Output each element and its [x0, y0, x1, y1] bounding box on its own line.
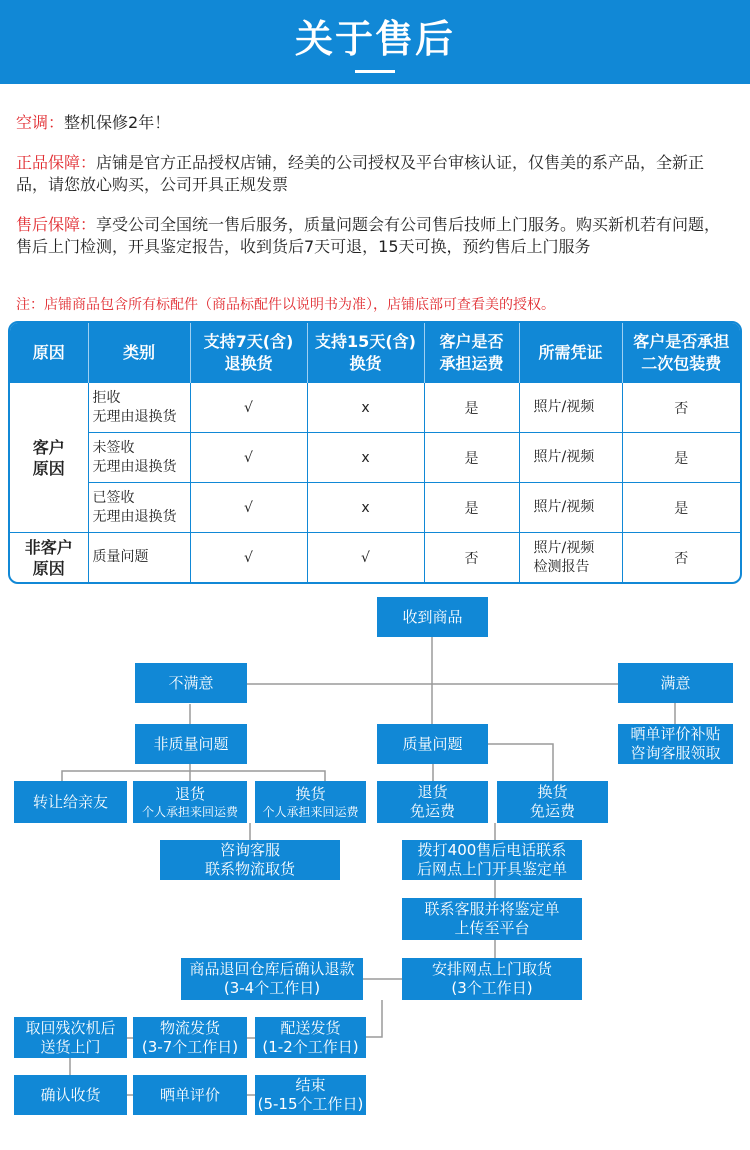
col-header-packaging: 客户是否承担 二次包装费: [622, 323, 740, 383]
flow-confirm: 确认收货: [14, 1075, 127, 1115]
seven-day-cell: √: [190, 533, 307, 583]
freight-cell: 是: [424, 383, 519, 433]
reason-cell: 非客户 原因: [10, 533, 88, 583]
category-cell: 质量问题: [88, 533, 190, 583]
return-policy-table: [10, 323, 740, 582]
flow-end: 结束 (5-15个工作日): [255, 1075, 366, 1115]
fifteen-day-cell: x: [307, 483, 424, 533]
flow-pickup: 安排网点上门取货 (3个工作日): [402, 958, 582, 1000]
after-sales-paragraph: [16, 214, 736, 258]
flow-satisfied: 满意: [618, 663, 733, 703]
paragraph-label: 空调：: [16, 113, 65, 132]
page-title: 关于售后: [294, 17, 455, 61]
proof-cell: 照片/视频: [519, 483, 622, 533]
seven-day-cell: √: [190, 483, 307, 533]
flow-transfer: 转让给亲友: [14, 781, 127, 823]
flow-refund: 商品退回仓库后确认退款 (3-4个工作日): [181, 958, 363, 1000]
proof-cell: 照片/视频: [519, 383, 622, 433]
fifteen-day-cell: x: [307, 383, 424, 433]
flow-unsatisfied: 不满意: [135, 663, 247, 703]
paragraph-label: 售后保障：: [16, 215, 97, 234]
table-header-row: [10, 323, 740, 383]
seven-day-cell: √: [190, 383, 307, 433]
seven-day-cell: √: [190, 433, 307, 483]
flow-review: 晒单评价: [133, 1075, 247, 1115]
col-header-7-day: 支持7天(含) 退换货: [190, 323, 307, 383]
flow-consult: 咨询客服 联系物流取货: [160, 840, 340, 880]
freight-cell: 是: [424, 483, 519, 533]
ac-warranty-paragraph: [16, 112, 736, 134]
reason-cell: 客户 原因: [10, 383, 88, 533]
category-cell: 未签收 无理由退换货: [88, 433, 190, 483]
paragraph-text: 店铺是官方正品授权店铺，经美的公司授权及平台审核认证，仅售美的系产品，全新正品，请您放心购买，公司开具正规发票: [16, 153, 705, 194]
col-header-category: 类别: [88, 323, 190, 383]
proof-cell: 照片/视频 检测报告: [519, 533, 622, 583]
fifteen-day-cell: x: [307, 433, 424, 483]
proof-cell: 照片/视频: [519, 433, 622, 483]
col-header-15-day: 支持15天(含) 换货: [307, 323, 424, 383]
authenticity-paragraph: [16, 152, 736, 196]
return-policy-table-wrap: [8, 321, 742, 584]
flow-delivery: 配送发货 (1-2个工作日): [255, 1017, 366, 1058]
flow-quality-exchange: 换货 免运费: [497, 781, 608, 823]
flow-non-quality: 非质量问题: [135, 724, 247, 764]
flow-retrieve: 取回残次机后 送货上门: [14, 1017, 127, 1058]
connector-line: [366, 1000, 382, 1037]
packaging-cell: 是: [622, 433, 740, 483]
freight-cell: 否: [424, 533, 519, 583]
paragraph-text: 整机保修2年！: [64, 113, 171, 132]
flow-quality-return: 退货 免运费: [377, 781, 488, 823]
flow-upload: 联系客服并将鉴定单 上传至平台: [402, 898, 582, 940]
flow-exchange-self-paid: 换货 个人承担来回运费: [255, 781, 366, 823]
flow-review-bonus: 晒单评价补贴 咨询客服领取: [618, 724, 733, 764]
category-cell: 已签收 无理由退换货: [88, 483, 190, 533]
fifteen-day-cell: √: [307, 533, 424, 583]
table-row: [10, 383, 740, 433]
flow-quality: 质量问题: [377, 724, 488, 764]
flow-return-self-paid: 退货 个人承担来回运费: [133, 781, 247, 823]
packaging-cell: 是: [622, 483, 740, 533]
col-header-reason: 原因: [10, 323, 88, 383]
flow-call-400: 拨打400售后电话联系 后网点上门开具鉴定单: [402, 840, 582, 880]
paragraph-label: 正品保障：: [16, 153, 97, 172]
flow-logistics: 物流发货 (3-7个工作日): [133, 1017, 247, 1058]
col-header-proof: 所需凭证: [519, 323, 622, 383]
flow-received: 收到商品: [377, 597, 488, 637]
category-cell: 拒收 无理由退换货: [88, 383, 190, 433]
packaging-cell: 否: [622, 383, 740, 433]
title-underline: [355, 70, 395, 73]
freight-cell: 是: [424, 433, 519, 483]
col-header-freight: 客户是否 承担运费: [424, 323, 519, 383]
page-header: [0, 0, 750, 84]
packaging-cell: 否: [674, 550, 689, 567]
table-row: [10, 483, 740, 533]
connector-line: [62, 771, 325, 781]
table-row: [10, 533, 740, 583]
table-row: [10, 433, 740, 483]
accessories-note: 注：店铺商品包含所有标配件（商品标配件以说明书为准），店铺底部可查看美的授权。: [16, 297, 555, 313]
paragraph-text: 享受公司全国统一售后服务，质量问题会有公司售后技师上门服务。购买新机若有问题，售后上门检测，开具鉴定报告，收到货后7天可退，15天可换，预约售后上门服务: [16, 215, 721, 256]
